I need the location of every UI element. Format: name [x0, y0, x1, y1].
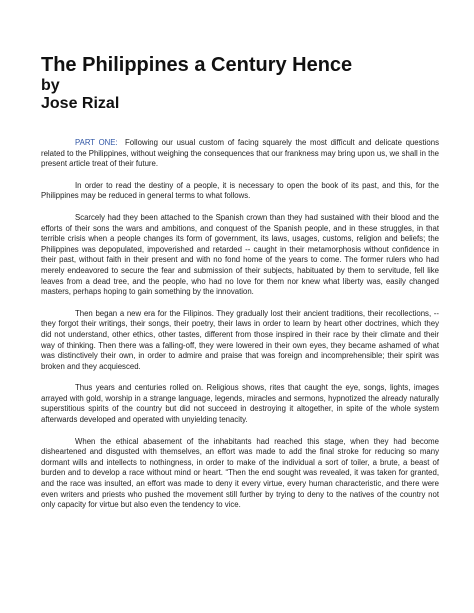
paragraph-5: Thus years and centuries rolled on. Religious shows, rites that caught the eye, songs, lights, images arrayed with gold, worship in a strange language, legends, miracles and sermons, hypnotized the already naturally superstitious spirits of the country but did not succeed in destroying it altogether, in spite of the whole system afterwards developed and operated with unyielding tenacity. [41, 383, 439, 425]
title-block [41, 55, 352, 113]
by-label: by [41, 77, 60, 94]
paragraph-1-text: Following our usual custom of facing squarely the most difficult and delicate questions related to the Philippines, without weighing the consequences that our frankness may bring upon us, we shall in the present article treat of their future. [41, 138, 439, 169]
paragraph-1 [41, 138, 439, 170]
author-name: Jose Rizal [41, 95, 120, 112]
paragraph-3: Scarcely had they been attached to the Spanish crown than they had sustained with their blood and the efforts of their sons the wars and ambitions, and conquest of the Spanish people, and in these struggles, in that terrible crisis when a people changes its form of government, its laws, usages, customs, religion and beliefs; the Philippines was depopulated, impoverished and retarded -- caught in their metamorphosis without confidence in their past, without faith in their present and with no fond home of the years to come. The former rulers who had merely endeavored to secure the fear and submission of their subjects, habituated by them to servitude, fell like leaves from a dead tree, and the people, who had no love for them nor knew what liberty was, easily changed masters, perhaps hoping to gain something by the innovation. [41, 212, 439, 297]
part-one-heading: PART ONE: [75, 138, 118, 147]
paragraph-4: Then began a new era for the Filipinos. They gradually lost their ancient traditions, their recollections, -- they forgot their writings, their songs, their poetry, their laws in order to learn by heart other doctrines, which they did not understand, other ethics, other tastes, different from those inspired in their race by their climate and their way of thinking. Then there was a falling-off, they were lowered in their own eyes, they became ashamed of what was distinctively their own, in order to admire and praise that was foreign and incomprehensible; their spirit was broken and they acquiesced. [41, 308, 439, 371]
document-body [41, 138, 439, 522]
document-title: The Philippines a Century Hence [41, 54, 353, 76]
paragraph-2: In order to read the destiny of a people, it is necessary to open the book of its past, and this, for the Philippines may be reduced in general terms to what follows. [41, 180, 439, 201]
paragraph-6: When the ethical abasement of the inhabitants had reached this stage, when they had become disheartened and disgusted with themselves, an effort was made to add the final stroke for reducing so many dormant wills and intellects to nothingness, in order to make of the individual a sort of toiler, a brute, a beast of burden and to develop a race without mind or heart. “Then the end sought was revealed, it was taken for granted, and the race was insulted, an effort was made to deny it every virtue, every human characteristic, and there were even writers and priests who pushed the movement still further by trying to deny to the natives of the country not only capacity for virtue but also even the tendency to vice. [41, 436, 439, 510]
